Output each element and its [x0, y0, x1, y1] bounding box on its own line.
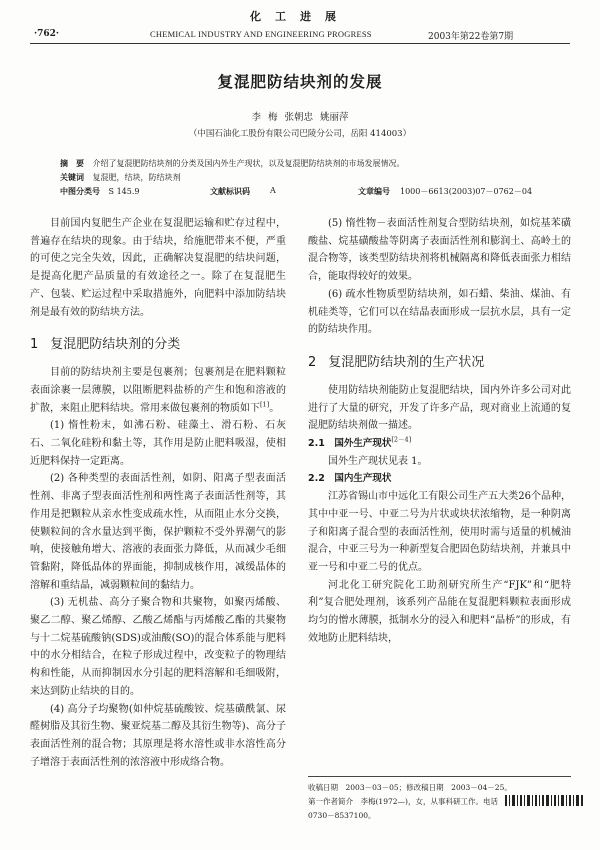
- section-1-heading: [30, 335, 286, 354]
- reference-1: [1]: [260, 400, 270, 409]
- section-2-heading: [308, 353, 571, 372]
- abstract: [60, 158, 405, 169]
- classification-line: [60, 186, 560, 197]
- section-1-title: 复混肥防结块剂的分类: [50, 337, 181, 353]
- list-item-3: (3) 无机盐、高分子聚合物和共聚物，如聚丙烯酸、聚乙二醇、聚乙烯醇、乙酸乙烯酯与丙烯酸乙酯的共聚物与十二烷基硫酸钠(SDS)或油酸(SO)的混合体系能与肥料中的水分相结合，在粒子形成过程中，改变粒子的物理结构和性能，从而抑制因水分引起的肥料溶解和毛细吸附，来达到防止结块的目的。: [30, 597, 286, 697]
- article-authors: 李 梅 张朝忠 姚丽萍: [251, 112, 349, 123]
- subsection-2-1-paragraph: 国外生产现状见表 1。: [328, 455, 428, 467]
- footnote-received: 收稿日期 2003－03－05；修改稿日期 2003－04－25。: [308, 783, 512, 792]
- abstract-text: 介绍了复混肥防结块剂的分类及国内外生产现状，以及复混肥防结块剂的市场发展情况。: [92, 159, 405, 168]
- footnote-author-bio: 第一作者简介 李梅(1972—)，女，从事科研工作。电话 0730－8537100。: [308, 797, 498, 820]
- subsection-2-2-title: 2.2 国内生产现状: [308, 473, 392, 485]
- list-item-1: (1) 惰性粉末，如沸石粉、硅藻土、滑石粉、石灰石、二氧化硅粉和黏土等，其作用是防止肥料吸湿，使相近肥料保持一定距离。: [30, 420, 286, 467]
- left-column: [30, 215, 286, 771]
- list-item-2: (2) 各种类型的表面活性剂，如阴、阳离子型表面活性剂、非离子型表面活性剂和两性离子表面活性剂等，其作用是把颗粒从亲水性变成疏水性，从而阻止水分交换，使颗粒间的含水量达到平衡，保护颗粒不受外界潮气的影响，使接触角增大、溶液的表面张力降低，从而减少毛细管黏附，降低晶体的界面能，抑制成核作用，减缓晶体的溶解和重结晶，减弱颗粒间的黏结力。: [30, 473, 286, 591]
- list-item-6: (6) 疏水性物质型防结块剂，如石蜡、柴油、煤油、有机硅类等，它们可以在结晶表面形成一层抗水层，具有一定的防结块作用。: [308, 288, 571, 336]
- header-rule: [30, 43, 570, 44]
- page-number: ·762·: [34, 29, 60, 39]
- article-no-value: 1000－6613(2003)07－0762－04: [400, 187, 533, 196]
- section-2-title: 复混肥防结块剂的生产状况: [328, 354, 485, 370]
- journal-name-cn: 化工进展: [250, 10, 350, 23]
- keywords-text: 复混肥，结块，防结块剂: [92, 173, 181, 182]
- doc-code-label: 文献标识码: [210, 186, 250, 196]
- section-1-text-end: 。: [269, 402, 280, 414]
- subsection-2-1-title: 2.1 国外生产现状: [308, 438, 392, 450]
- section-1-number: 1: [30, 337, 39, 353]
- journal-volume: 2003年第22卷第7期: [428, 32, 514, 42]
- list-item-5: (5) 惰性物－表面活性剂复合型防结块剂，如烷基苯磺酸盐、烷基磺酸盐等阴离子表面活性剂和膨润土、高岭土的混合物等，该类型防结块剂将机械隔离和降低表面张力相结合，能取得较好的效果。: [308, 218, 571, 283]
- abstract-label: 摘 要: [60, 158, 84, 168]
- subsection-2-1-heading: [308, 435, 571, 453]
- subsection-2-2-heading: [308, 470, 571, 488]
- keywords-label: 关键词: [60, 172, 84, 182]
- clc-label: 中图分类号: [60, 186, 100, 196]
- list-item-4: (4) 高分子均聚物(如仲烷基硫酸铵、烷基磺酰氯、尿醛树脂及其衍生物、聚亚烷基二醇及其衍生物等)、高分子表面活性剂的混合物；其原理是将水溶性或非水溶性高分子增溶于表面活性剂的浓溶液中形成络合物。: [30, 703, 286, 768]
- subsection-2-2-paragraph-1: 江苏省锡山市中远化工有限公司生产五大类26个品种，其中中亚一号、中亚二号为片状或块状浓缩物，是一种阴离子和阳离子混合型的表面活性剂，使用时需与适量的机械油混合，中亚三号为一种新型复合肥固色防结块剂，并兼具中亚一号和中亚二号的优点。: [308, 491, 571, 573]
- article-affiliation: （中国石油化工股份有限公司巴陵分公司，岳阳 414003）: [188, 129, 412, 139]
- right-column: [308, 215, 571, 647]
- section-1-paragraph: [30, 364, 286, 417]
- doc-code-value: A: [270, 186, 276, 195]
- section-2-number: 2: [308, 354, 317, 370]
- clc-value: S 145.9: [108, 187, 140, 196]
- journal-name-en: CHEMICAL INDUSTRY AND ENGINEERING PROGRESS: [150, 29, 372, 39]
- reference-2-4: [2－4]: [391, 435, 412, 444]
- section-2-paragraph: 使用防结块剂能防止复混肥结块，国内外许多公司对此进行了大量的研究，开发了许多产品，现对商业上流通的复混肥防结块剂做一描述。: [308, 384, 571, 432]
- section-1-text: 目前的防结块剂主要是包裹剂；包裹剂是在肥料颗粒表面涂裹一层薄膜，以阻断肥料盐桥的产生和饱和溶液的扩散，来阻止肥料结块。常用来做包裹剂的物质如下: [30, 367, 286, 414]
- subsection-2-2-paragraph-2: 河北化工研究院化工助剂研究所生产“FJK”和“肥特利”复合肥处理剂，该系列产品能在复混肥料颗粒表面形成均匀的憎水薄膜，抵制水分的浸入和肥料“晶桥”的形成，有效地防止肥料结块，: [308, 579, 571, 644]
- article-no-label: 文章编号: [358, 186, 390, 196]
- article-title: 复混肥防结块剂的发展: [217, 72, 383, 91]
- footnote-rule: [308, 776, 571, 777]
- keywords: [60, 172, 181, 183]
- intro-paragraph: 目前国内复肥生产企业在复混肥运输和贮存过程中，普遍存在结块的现象。由于结块，给施肥带来不便，严重的可使之完全失效，因此，正确解决复混肥的结块问题，是提高化肥产品质量的有效途径之一。除了在复混肥生产、包装、贮运过程中采取措施外，向肥料中添加防结块剂是最有效的防结块方法。: [30, 218, 286, 318]
- barcode-mark: [505, 795, 585, 806]
